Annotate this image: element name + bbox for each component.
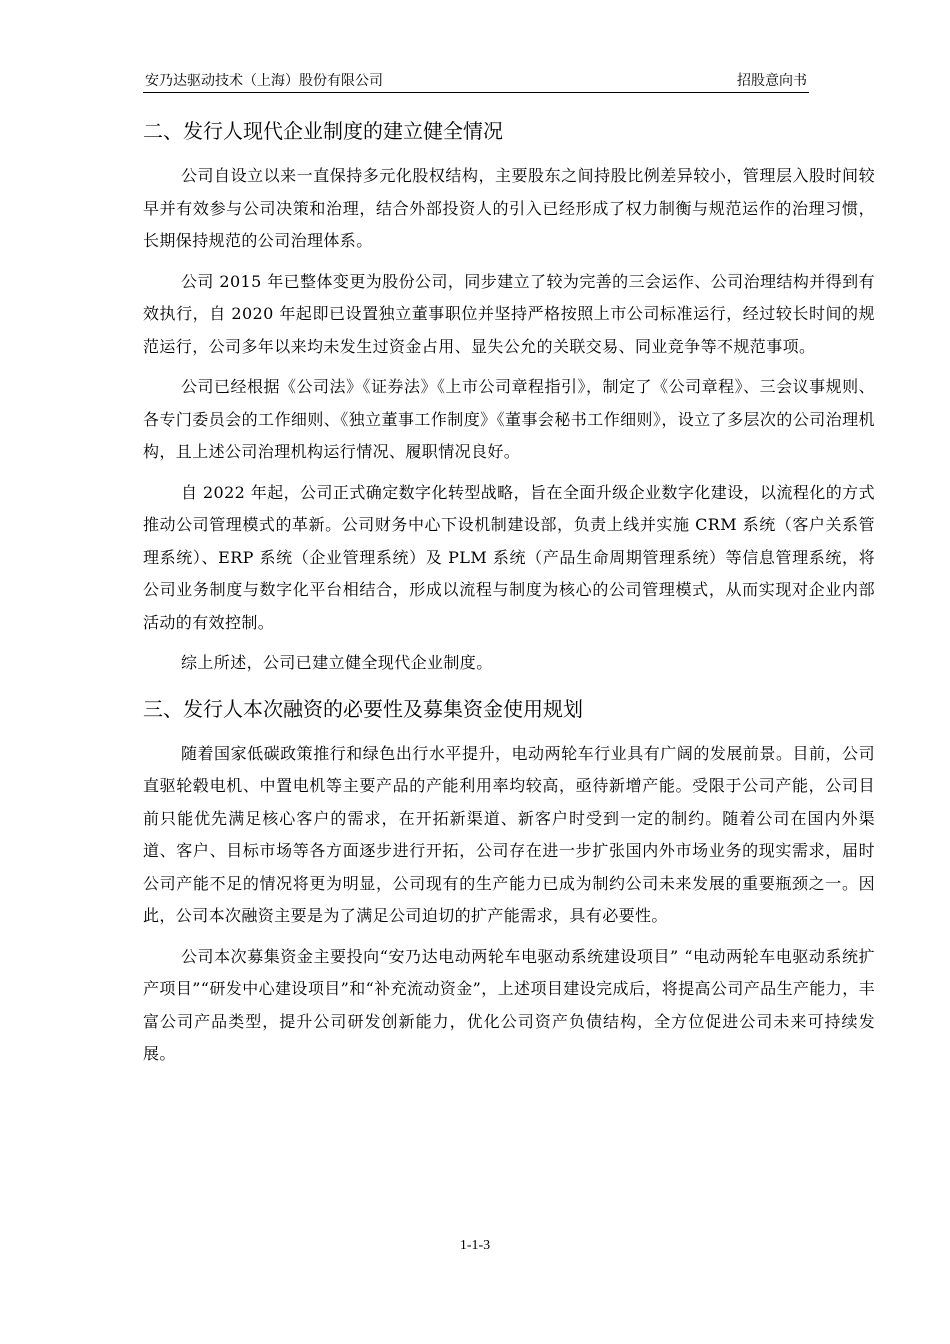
- document-body: [143, 108, 875, 1079]
- header-document-type: 招股意向书: [737, 73, 807, 89]
- section-heading: 三、发行人本次融资的必要性及募集资金使用规划: [143, 696, 583, 721]
- body-paragraph: 综上所述，公司已建立健全现代企业制度。: [181, 653, 493, 672]
- section-heading: 二、发行人现代企业制度的建立健全情况: [143, 119, 503, 143]
- body-paragraph: 公司 2015 年已整体变更为股份公司，同步建立了较为完善的三会运作、公司治理结构并得到有效执行，自 2020 年起即已设置独立董事职位并坚持严格按照上市公司标准运行，经过较长时间的规范运行，公司多年以来均未发生过资金占用、显失公允的关联交易、同业竞争等不规范事项。: [143, 271, 875, 356]
- body-paragraph: 自 2022 年起，公司正式确定数字化转型战略，旨在全面升级企业数字化建设，以流程化的方式推动公司管理模式的革新。公司财务中心下设机制建设部，负责上线并实施 CRM 系统（客户关系管理系统）、ERP 系统（企业管理系统）及 PLM 系统（产品生命周期管理系统）等信息管理系统，将公司业务制度与数字化平台相结合，形成以流程与制度为核心的公司管理模式，从而实现对企业内部活动的有效控制。: [143, 482, 875, 632]
- header-company-name: 安乃达驱动技术（上海）股份有限公司: [145, 73, 383, 89]
- body-paragraph: 随着国家低碳政策推行和绿色出行水平提升，电动两轮车行业具有广阔的发展前景。目前，公司直驱轮毂电机、中置电机等主要产品的产能利用率均较高，亟待新增产能。受限于公司产能，公司目前只能优先满足核心客户的需求，在开拓新渠道、新客户时受到一定的制约。随着公司在国内外渠道、客户、目标市场等各方面逐步进行开拓，公司存在进一步扩张国内外市场业务的现实需求，届时公司产能不足的情况将更为明显，公司现有的生产能力已成为制约公司未来发展的重要瓶颈之一。因此，公司本次融资主要是为了满足公司迫切的扩产能需求，具有必要性。: [143, 743, 875, 925]
- page-header: [143, 66, 809, 93]
- body-paragraph: 公司自设立以来一直保持多元化股权结构，主要股东之间持股比例差异较小，管理层入股时间较早并有效参与公司决策和治理，结合外部投资人的引入已经形成了权力制衡与规范运作的治理习惯，长期保持规范的公司治理体系。: [143, 166, 875, 250]
- page-number: 1-1-3: [459, 1238, 491, 1253]
- body-paragraph: 公司已经根据《公司法》《证券法》《上市公司章程指引》，制定了《公司章程》、三会议事规则、各专门委员会的工作细则、《独立董事工作制度》《董事会秘书工作细则》，设立了多层次的公司治理机构，且上述公司治理机构运行情况、履职情况良好。: [143, 377, 875, 461]
- body-paragraph: 公司本次募集资金主要投向“安乃达电动两轮车电驱动系统建设项目” “电动两轮车电驱动系统扩产项目”“研发中心建设项目”和“补充流动资金”，上述项目建设完成后，将提高公司产品生产能力，丰富公司产品类型，提升公司研发创新能力，优化公司资产负债结构，全方位促进公司未来可持续发展。: [143, 946, 875, 1063]
